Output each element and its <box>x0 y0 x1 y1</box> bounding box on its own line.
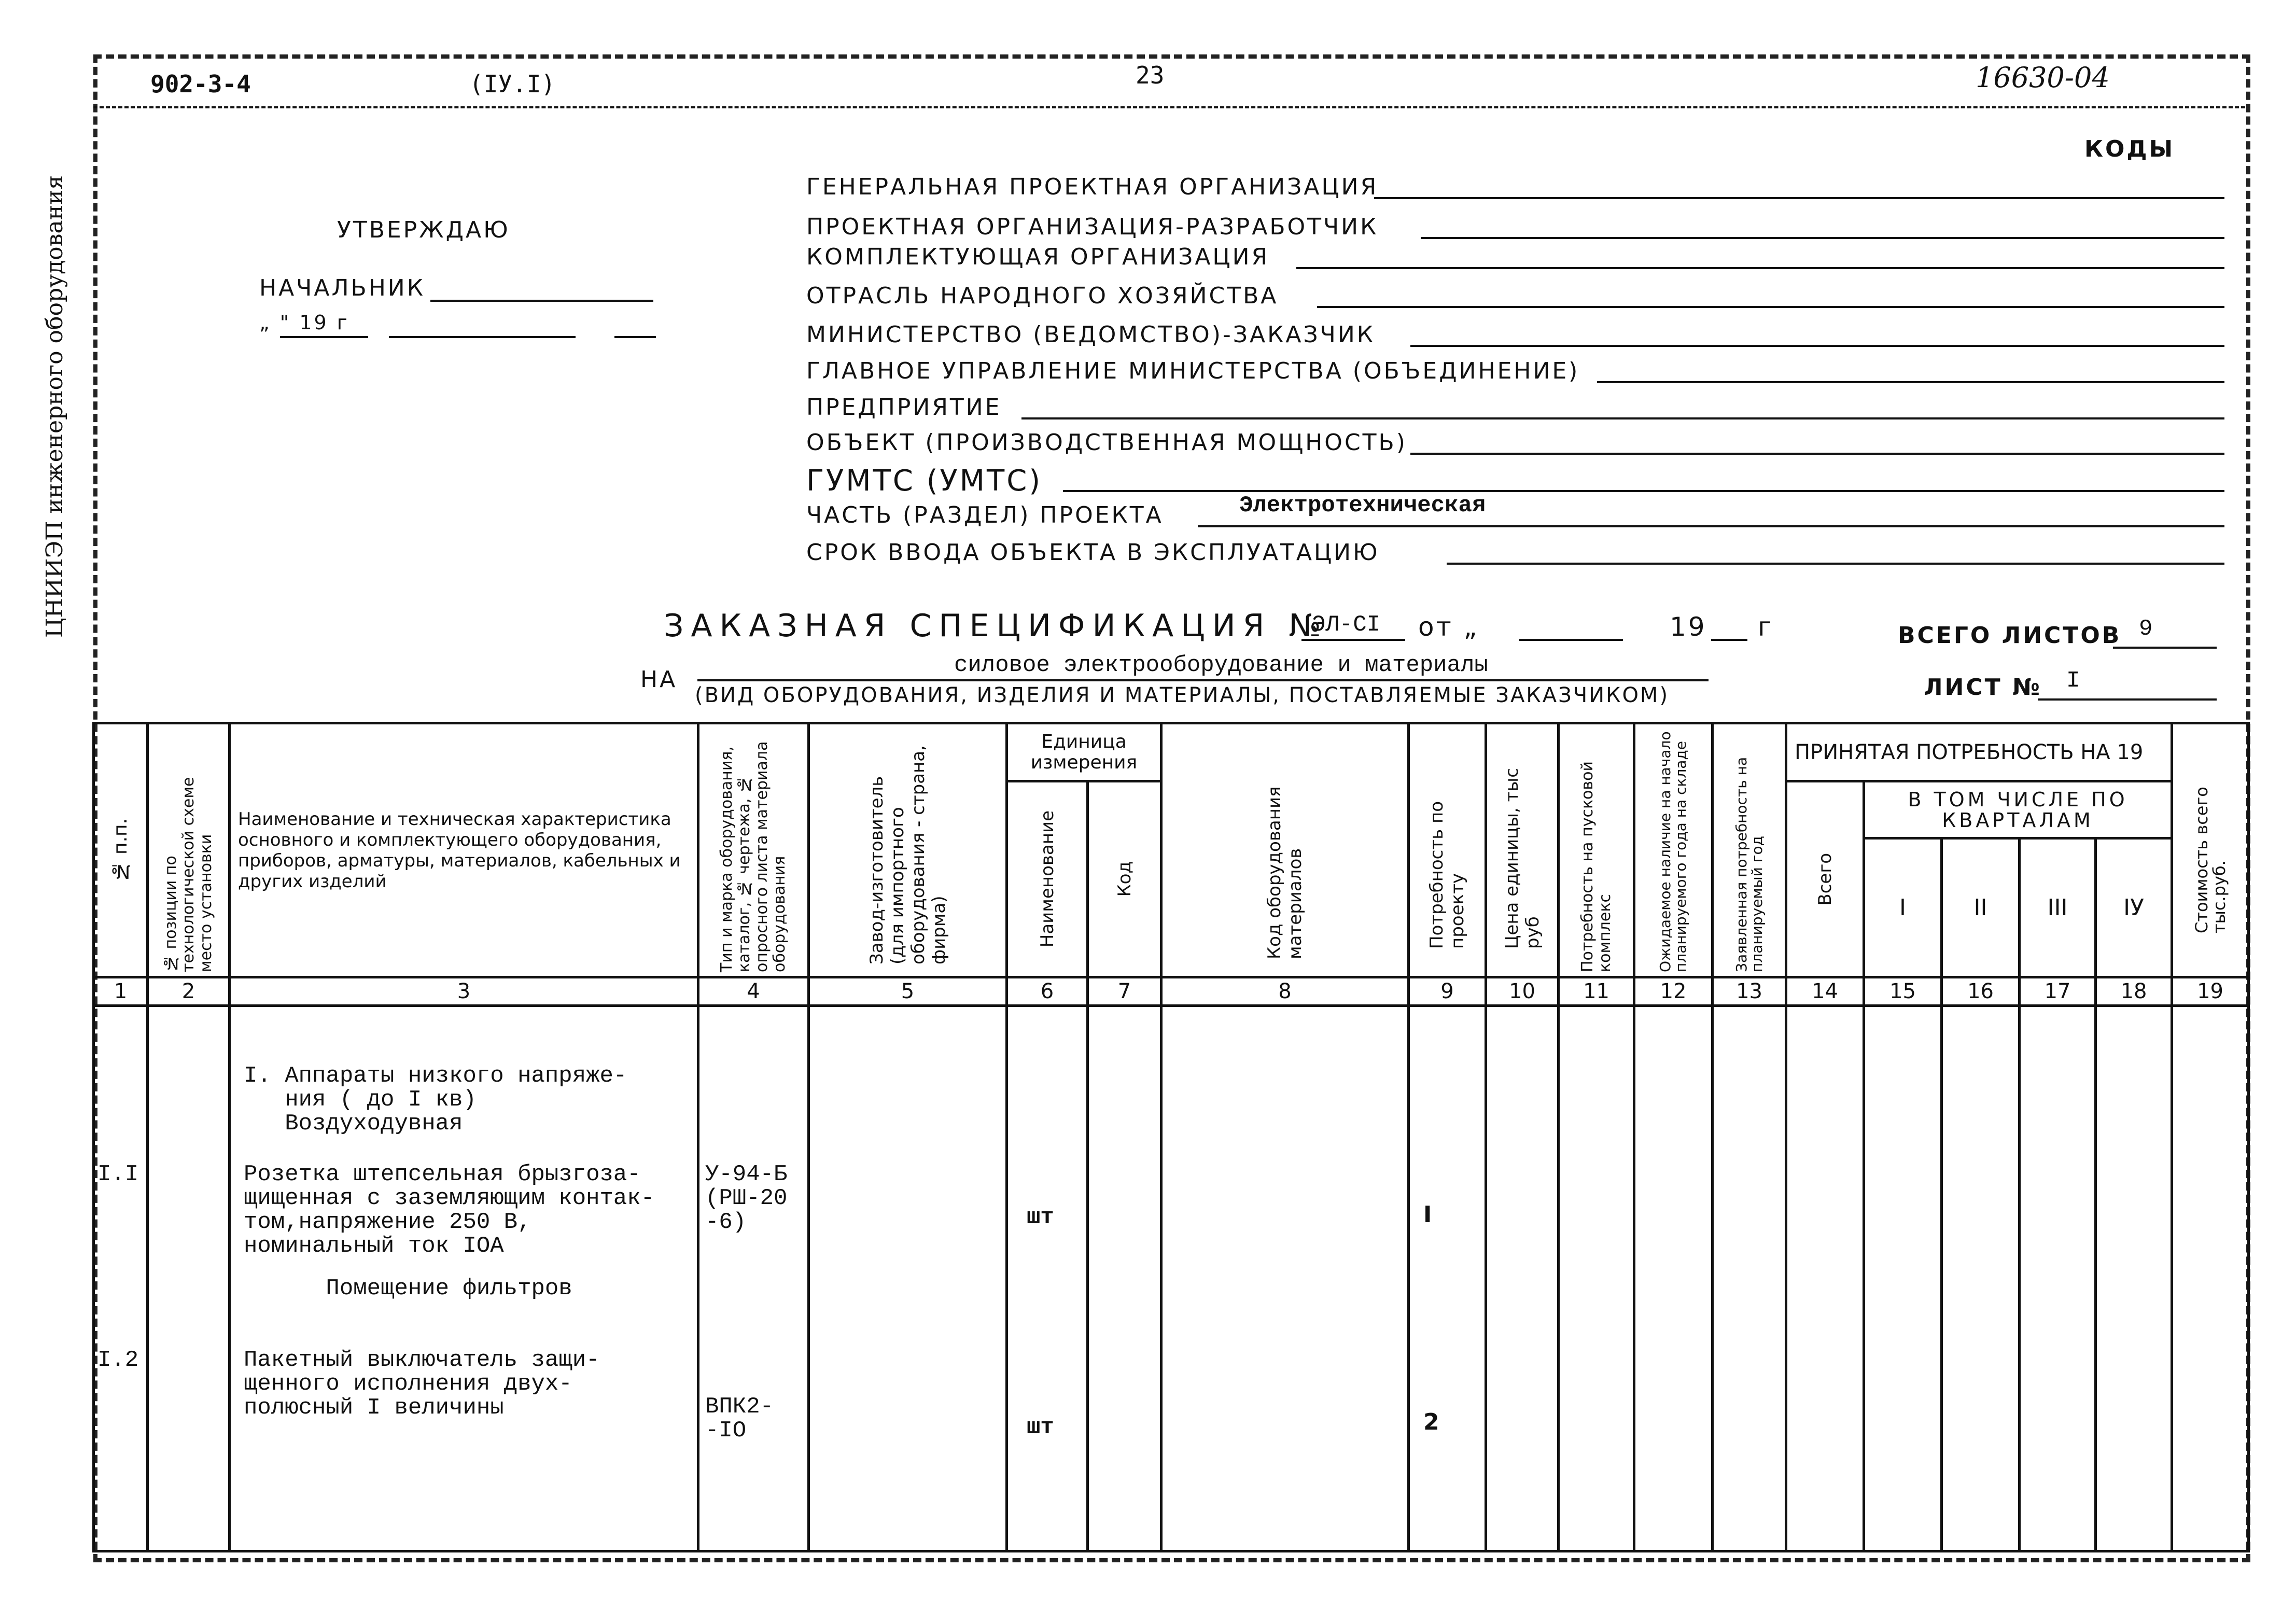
col-header-13: Заявленная потребность на планируемый год <box>1713 723 1786 977</box>
chief-label: НАЧАЛЬНИК <box>259 275 425 301</box>
spec-table <box>92 722 2250 1552</box>
col-number: 7 <box>1088 977 1161 1006</box>
field-label-gumts: ГУМТС (УМТС) <box>806 464 1043 498</box>
quarters-group-header: В ТОМ ЧИСЛЕ ПО КВАРТАЛАМ <box>1864 781 2172 838</box>
col-header-7: Код <box>1088 781 1161 977</box>
spec-on: НА <box>640 666 678 693</box>
spec-subject-caption: (ВИД ОБОРУДОВАНИЯ, ИЗДЕЛИЯ И МАТЕРИАЛЫ, ПОСТАВЛЯЕМЫЕ ЗАКАЗЧИКОМ) <box>695 683 1670 707</box>
col-number: 13 <box>1713 977 1786 1006</box>
field-label-design-org: ПРОЕКТНАЯ ОРГАНИЗАЦИЯ-РАЗРАБОТЧИК <box>806 214 1379 240</box>
spec-year: 19 <box>1670 612 1707 642</box>
col-header-3: Наименование и техническая характеристика основного и комплектующего оборудования, приборов, арматуры, материалов, кабельных и других изделий <box>230 723 698 977</box>
col-header-1: № п.п. <box>94 723 148 977</box>
col-number: 18 <box>2096 977 2172 1006</box>
col-number: 11 <box>1559 977 1634 1006</box>
col-number: 19 <box>2172 977 2249 1006</box>
col-header-8: Код оборудования материалов <box>1161 723 1409 977</box>
col-number: 6 <box>1007 977 1088 1006</box>
col-number: 15 <box>1864 977 1942 1006</box>
field-label-ministry: МИНИСТЕРСТВО (ВЕДОМСТВО)-ЗАКАЗЧИК <box>806 321 1375 348</box>
col-header-17: III <box>2020 838 2096 977</box>
sheet-label: ЛИСТ № <box>1924 674 2042 701</box>
row-quantity: I <box>1423 1201 1432 1228</box>
row-type: ВПК2- -IО <box>705 1394 774 1444</box>
spec-date-line <box>1519 639 1623 641</box>
col-number: 9 <box>1409 977 1486 1006</box>
side-stamp: ЦНИИЭП инженерного оборудования <box>41 175 68 638</box>
unit-group-header: Единица измерения <box>1007 723 1161 781</box>
field-line <box>1317 306 2224 308</box>
row-number: I.I <box>97 1162 139 1187</box>
field-line <box>1374 197 2224 199</box>
spec-number: ЭЛ-СI <box>1312 612 1381 638</box>
field-line <box>1447 563 2224 565</box>
field-line <box>1021 417 2224 419</box>
col-header-14: Всего <box>1786 781 1864 977</box>
col-header-6: Наименование <box>1007 781 1088 977</box>
col-number: 14 <box>1786 977 1864 1006</box>
approve-label: УТВЕРЖДАЮ <box>337 217 510 243</box>
field-label-main-directorate: ГЛАВНОЕ УПРАВЛЕНИЕ МИНИСТЕРСТВА (ОБЪЕДИНЕНИЕ) <box>806 358 1580 384</box>
date-line-year <box>614 336 656 338</box>
row-unit: шт <box>1027 1415 1054 1440</box>
page-number: 23 <box>1136 61 1165 89</box>
field-label-object: ОБЪЕКТ (ПРОИЗВОДСТВЕННАЯ МОЩНОСТЬ) <box>806 429 1407 456</box>
date-line-day <box>280 336 368 338</box>
row-name: Розетка штепсельная брызгоза- щищенная с заземляющим контак- том,напряжение 250 В, номинальный ток IОА <box>244 1162 655 1259</box>
col-header-10: Цена единицы, тыс руб <box>1486 723 1559 977</box>
doc-code: 902-3-4 <box>150 70 251 98</box>
field-line <box>1597 381 2224 383</box>
field-line <box>1421 237 2224 239</box>
col-number: 8 <box>1161 977 1409 1006</box>
col-header-16: II <box>1942 838 2020 977</box>
sheet-code: 16630-04 <box>1976 61 2110 94</box>
chief-line <box>430 300 653 302</box>
spec-subject-line <box>697 679 1709 681</box>
col-number: 17 <box>2020 977 2096 1006</box>
field-label-enterprise: ПРЕДПРИЯТИЕ <box>806 394 1002 421</box>
row-name: Пакетный выключатель защи- щенного исполнения двух- полюсный I величины <box>244 1347 600 1421</box>
col-header-4: Тип и марка оборудования, каталог, № чертежа, № опросного листа материала оборудования <box>698 723 809 977</box>
field-label-project-part: ЧАСТЬ (РАЗДЕЛ) ПРОЕКТА <box>806 502 1164 528</box>
field-label-supplier-org: КОМПЛЕКТУЮЩАЯ ОРГАНИЗАЦИЯ <box>806 244 1270 270</box>
codes-label: КОДЫ <box>2084 136 2175 162</box>
field-label-commission-date: СРОК ВВОДА ОБЪЕКТА В ЭКСПЛУАТАЦИЮ <box>806 539 1380 566</box>
field-line <box>1198 525 2224 527</box>
row-name-section: I. Аппараты низкого напряже- ния ( до I кв) Воздуходувная <box>244 1063 627 1137</box>
sheet-line <box>2038 698 2217 701</box>
col-number: 1 <box>94 977 148 1006</box>
col-number: 16 <box>1942 977 2020 1006</box>
col-number: 10 <box>1486 977 1559 1006</box>
header-divider <box>93 106 2245 108</box>
field-line <box>1410 345 2224 347</box>
field-line <box>1410 453 2224 455</box>
accepted-group-header: ПРИНЯТАЯ ПОТРЕБНОСТЬ НА 19 <box>1786 723 2172 781</box>
sheet-number: I <box>2066 668 2080 694</box>
row-unit: шт <box>1027 1205 1054 1230</box>
spec-number-line <box>1301 639 1405 641</box>
col-number: 3 <box>230 977 698 1006</box>
approval-date: „ " 19 г <box>259 311 349 334</box>
field-label-industry: ОТРАСЛЬ НАРОДНОГО ХОЗЯЙСТВА <box>806 283 1279 309</box>
spec-title: ЗАКАЗНАЯ СПЕЦИФИКАЦИЯ № <box>664 608 1328 644</box>
row-number: I.2 <box>97 1347 139 1373</box>
spec-from: от „ <box>1418 612 1479 642</box>
col-header-5: Завод-изготовитель (для импортного оборудования - страна, фирма) <box>809 723 1007 977</box>
col-number: 12 <box>1634 977 1713 1006</box>
row-type: У-94-Б (РШ-20 -6) <box>705 1162 788 1235</box>
spec-year-suffix: г <box>1758 612 1774 642</box>
project-part-value: Электротехническая <box>1239 493 1486 519</box>
date-line-month <box>389 336 576 338</box>
col-header-19: Стоимость всего тыс.руб. <box>2172 723 2249 977</box>
col-header-2: № позиции по технологической схеме место установки <box>148 723 230 977</box>
col-header-9: Потребность по проекту <box>1409 723 1486 977</box>
field-line <box>1063 490 2224 492</box>
total-sheets: 9 <box>2139 616 2153 642</box>
col-number: 4 <box>698 977 809 1006</box>
volume-label: (IУ.I) <box>469 70 556 98</box>
col-header-12: Ожидаемое наличие на начало планируемого года на складе <box>1634 723 1713 977</box>
field-label-general-org: ГЕНЕРАЛЬНАЯ ПРОЕКТНАЯ ОРГАНИЗАЦИЯ <box>806 174 1379 200</box>
column-number-row <box>94 977 2249 1006</box>
header-row-1 <box>94 723 2249 781</box>
row-name-room: Помещение фильтров <box>244 1276 572 1302</box>
spec-subject: силовое электрооборудование и материалы <box>954 652 1488 678</box>
col-number: 5 <box>809 977 1007 1006</box>
col-number: 2 <box>148 977 230 1006</box>
row-quantity: 2 <box>1423 1409 1439 1435</box>
col-header-11: Потребность на пусковой комплекс <box>1559 723 1634 977</box>
col-header-15: I <box>1864 838 1942 977</box>
field-line <box>1296 267 2224 269</box>
total-sheets-line <box>2113 647 2217 649</box>
total-sheets-label: ВСЕГО ЛИСТОВ <box>1898 622 2122 649</box>
spec-year-line <box>1711 639 1747 641</box>
col-header-18: IУ <box>2096 838 2172 977</box>
